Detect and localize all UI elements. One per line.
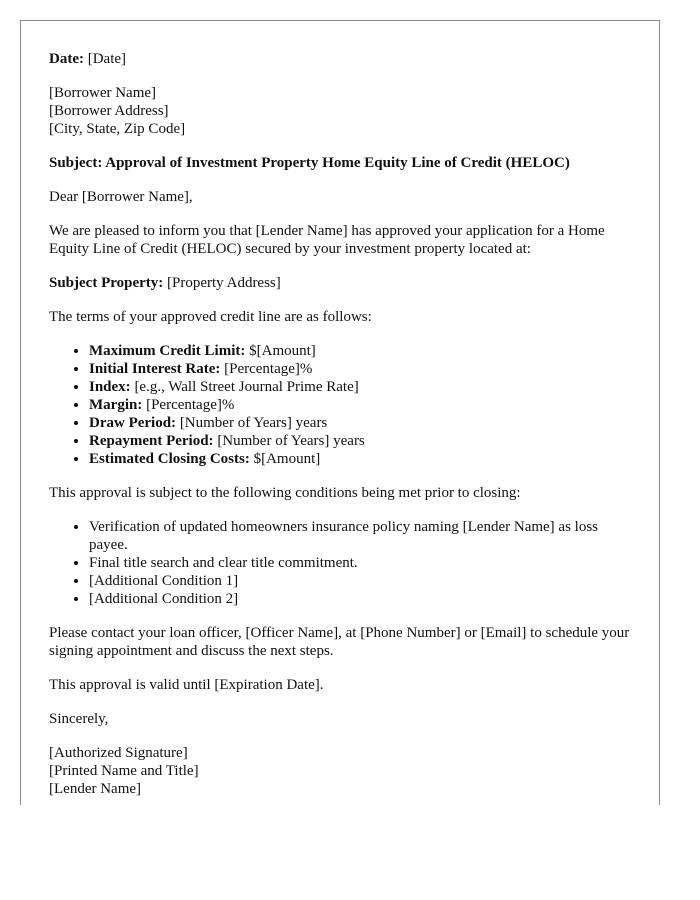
condition-item: • Verification of updated homeowners insurance policy naming [Lender Name] as loss payee. <box>89 518 631 554</box>
term-item <box>89 414 631 432</box>
salutation: Dear [Borrower Name], <box>49 189 193 205</box>
date-line <box>49 50 631 68</box>
term-item <box>89 396 631 414</box>
term-label: Margin: <box>89 397 143 413</box>
closing-line: Sincerely, <box>49 711 109 727</box>
term-item <box>89 342 631 360</box>
borrower-address-block <box>49 84 631 138</box>
term-value: [Percentage]% <box>146 397 235 413</box>
property-label: Subject Property: <box>49 275 164 291</box>
term-value: [Number of Years] years <box>179 415 328 431</box>
term-label: Repayment Period: <box>89 433 214 449</box>
term-value: [Number of Years] years <box>217 433 365 449</box>
lender-name: [Lender Name] <box>49 781 142 797</box>
date-label: Date: <box>49 51 84 67</box>
borrower-city-state-zip: [City, State, Zip Code] <box>49 121 186 137</box>
term-value: [e.g., Wall Street Journal Prime Rate] <box>134 379 359 395</box>
conditions-intro: This approval is subject to the following conditions being met prior to closing: <box>49 485 521 501</box>
signature-block <box>49 744 631 798</box>
term-label: Draw Period: <box>89 415 177 431</box>
term-item <box>89 360 631 378</box>
property-line <box>49 274 631 292</box>
term-label: Estimated Closing Costs: <box>89 451 250 467</box>
date-value: [Date] <box>87 51 127 67</box>
term-label: Maximum Credit Limit: <box>89 343 246 359</box>
intro-paragraph: We are pleased to inform you that [Lender Name] has approved your application for a Home Equity Line of Credit (HELOC) secured by your investment property located at: <box>49 223 605 257</box>
term-value: [Percentage]% <box>224 361 313 377</box>
term-item <box>89 450 631 468</box>
term-item <box>89 378 631 396</box>
borrower-address: [Borrower Address] <box>49 103 169 119</box>
terms-list <box>49 342 631 468</box>
validity-paragraph: This approval is valid until [Expiration Date]. <box>49 677 324 693</box>
subject-line: Subject: Approval of Investment Property Home Equity Line of Credit (HELOC) <box>49 155 570 171</box>
condition-item: • Final title search and clear title commitment. <box>89 554 631 572</box>
terms-intro: The terms of your approved credit line are as follows: <box>49 309 372 325</box>
borrower-name: [Borrower Name] <box>49 85 157 101</box>
authorized-signature: [Authorized Signature] <box>49 745 188 761</box>
contact-paragraph: Please contact your loan officer, [Officer Name], at [Phone Number] or [Email] to schedule your signing appointment and discuss the next steps. <box>49 625 630 659</box>
conditions-list <box>49 518 631 608</box>
printed-name-title: [Printed Name and Title] <box>49 763 199 779</box>
condition-item: • [Additional Condition 2] <box>89 590 631 608</box>
term-value: $[Amount] <box>253 451 321 467</box>
condition-item: • [Additional Condition 1] <box>89 572 631 590</box>
letter-page <box>20 20 660 805</box>
property-value: [Property Address] <box>167 275 281 291</box>
term-item <box>89 432 631 450</box>
term-label: Index: <box>89 379 131 395</box>
term-label: Initial Interest Rate: <box>89 361 221 377</box>
term-value: $[Amount] <box>249 343 316 359</box>
